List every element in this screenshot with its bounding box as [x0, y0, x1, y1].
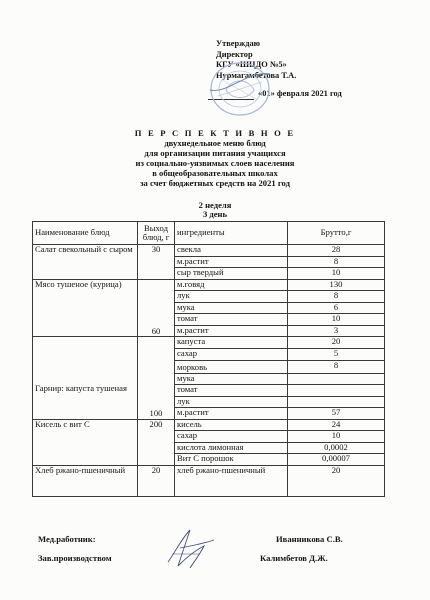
- approval-word: Утверждаю: [216, 39, 261, 48]
- ingredient-name: кисель: [175, 419, 288, 431]
- approval-organization: КГУ «ШЦДО №5»: [216, 60, 287, 70]
- ingredient-name: лук: [175, 396, 288, 408]
- subtitle-line-3: из социально-уязвимых слоев населения: [135, 158, 295, 168]
- ingredient-name: сыр твердый: [175, 268, 288, 280]
- menu-table: [32, 221, 385, 497]
- ingredient-brutto: 10: [288, 314, 385, 326]
- ingredient-name: мука: [175, 302, 288, 314]
- ingredient-brutto: 8: [288, 361, 385, 374]
- dish-name: Кисель с вит С: [33, 419, 138, 465]
- table-row: [33, 279, 385, 291]
- ingredient-name: морковь: [175, 361, 288, 374]
- table-row: [33, 337, 385, 349]
- ingredient-brutto: 28: [288, 245, 385, 257]
- signature-icon: [160, 524, 220, 572]
- column-header-ingredients: ингредиенты: [175, 222, 288, 245]
- ingredient-brutto: 57: [288, 408, 385, 420]
- production-head-label: Зав.производством: [38, 553, 112, 563]
- ingredient-name: м.растит: [175, 325, 288, 337]
- ingredient-brutto: 5: [288, 348, 385, 361]
- ingredient-name: сахар: [175, 348, 288, 361]
- dish-name: Салат свекольный с сыром: [33, 245, 138, 280]
- ingredient-name: м.говяд: [175, 279, 288, 291]
- ingredient-name: свекла: [175, 245, 288, 257]
- dish-output: 200: [138, 419, 175, 465]
- table-header-row: [33, 222, 385, 245]
- med-worker-label: Мед.работник:: [38, 534, 96, 544]
- table-row: [33, 465, 385, 496]
- ingredient-brutto: 24: [288, 419, 385, 431]
- ingredient-name: Вит С порошок: [175, 454, 288, 466]
- ingredient-name: капуста: [175, 337, 288, 349]
- ingredient-brutto: 3: [288, 325, 385, 337]
- column-header-dish: Наименование блюд: [33, 222, 138, 245]
- ingredient-name: томат: [175, 385, 288, 397]
- ingredient-brutto: 20: [288, 337, 385, 349]
- ingredient-brutto: 0,00007: [288, 454, 385, 466]
- dish-name: Хлеб ржано-пшеничный: [33, 465, 138, 496]
- dish-name: Мясо тушеное (курица): [33, 279, 138, 337]
- ingredient-brutto: 130: [288, 279, 385, 291]
- ingredient-brutto: [288, 373, 385, 385]
- ingredient-brutto: 6: [288, 302, 385, 314]
- subtitle-line-1: двухнедельное меню блюд: [164, 138, 266, 148]
- ingredient-brutto: 10: [288, 268, 385, 280]
- ingredient-brutto: [288, 396, 385, 408]
- day-label: 3 день: [202, 209, 228, 219]
- ingredient-name: сахар: [175, 431, 288, 443]
- ingredient-brutto: 8: [288, 256, 385, 268]
- ingredient-name: м.растит: [175, 256, 288, 268]
- table-row: [33, 419, 385, 431]
- approval-date: «01» февраля 2021 год: [258, 89, 342, 99]
- approval-name: Нурмагамбетова Т.А.: [216, 70, 297, 80]
- ingredient-brutto: 20: [288, 465, 385, 496]
- dish-output: 30: [138, 245, 175, 280]
- ingredient-name: мука: [175, 373, 288, 385]
- ingredient-brutto: 10: [288, 431, 385, 443]
- dish-output: 60: [138, 279, 175, 337]
- approval-position: Директор: [216, 49, 253, 59]
- dish-name: Гарнир: капуста тушеная: [33, 337, 138, 420]
- ingredient-brutto: [288, 385, 385, 397]
- ingredient-name: хлеб ржано-пшеничный: [175, 465, 288, 496]
- table-row: [33, 245, 385, 257]
- subtitle-line-4: в общеобразовательных школах: [152, 168, 278, 178]
- ingredient-name: томат: [175, 314, 288, 326]
- dish-output: 100: [138, 337, 175, 420]
- ingredient-brutto: 0,0002: [288, 442, 385, 454]
- med-worker-name: Иванникова С.В.: [276, 534, 343, 544]
- week-label: 2 неделя: [198, 200, 232, 210]
- column-header-output: Выход блюд, г: [138, 222, 175, 245]
- production-head-name: Калимбетов Д.Ж.: [260, 553, 328, 563]
- ingredient-name: м.растит: [175, 408, 288, 420]
- school-stamp-icon: [208, 60, 272, 118]
- column-header-brutto: Брутто,г: [288, 222, 385, 245]
- document-title: П Е Р С П Е К Т И В Н О Е: [134, 128, 296, 138]
- ingredient-brutto: 8: [288, 291, 385, 303]
- subtitle-line-2: для организации питания учащихся: [144, 148, 286, 158]
- dish-output: 20: [138, 465, 175, 496]
- subtitle-line-5: за счет бюджетных средств на 2021 год: [140, 178, 290, 188]
- ingredient-name: лук: [175, 291, 288, 303]
- ingredient-name: кислота лимонная: [175, 442, 288, 454]
